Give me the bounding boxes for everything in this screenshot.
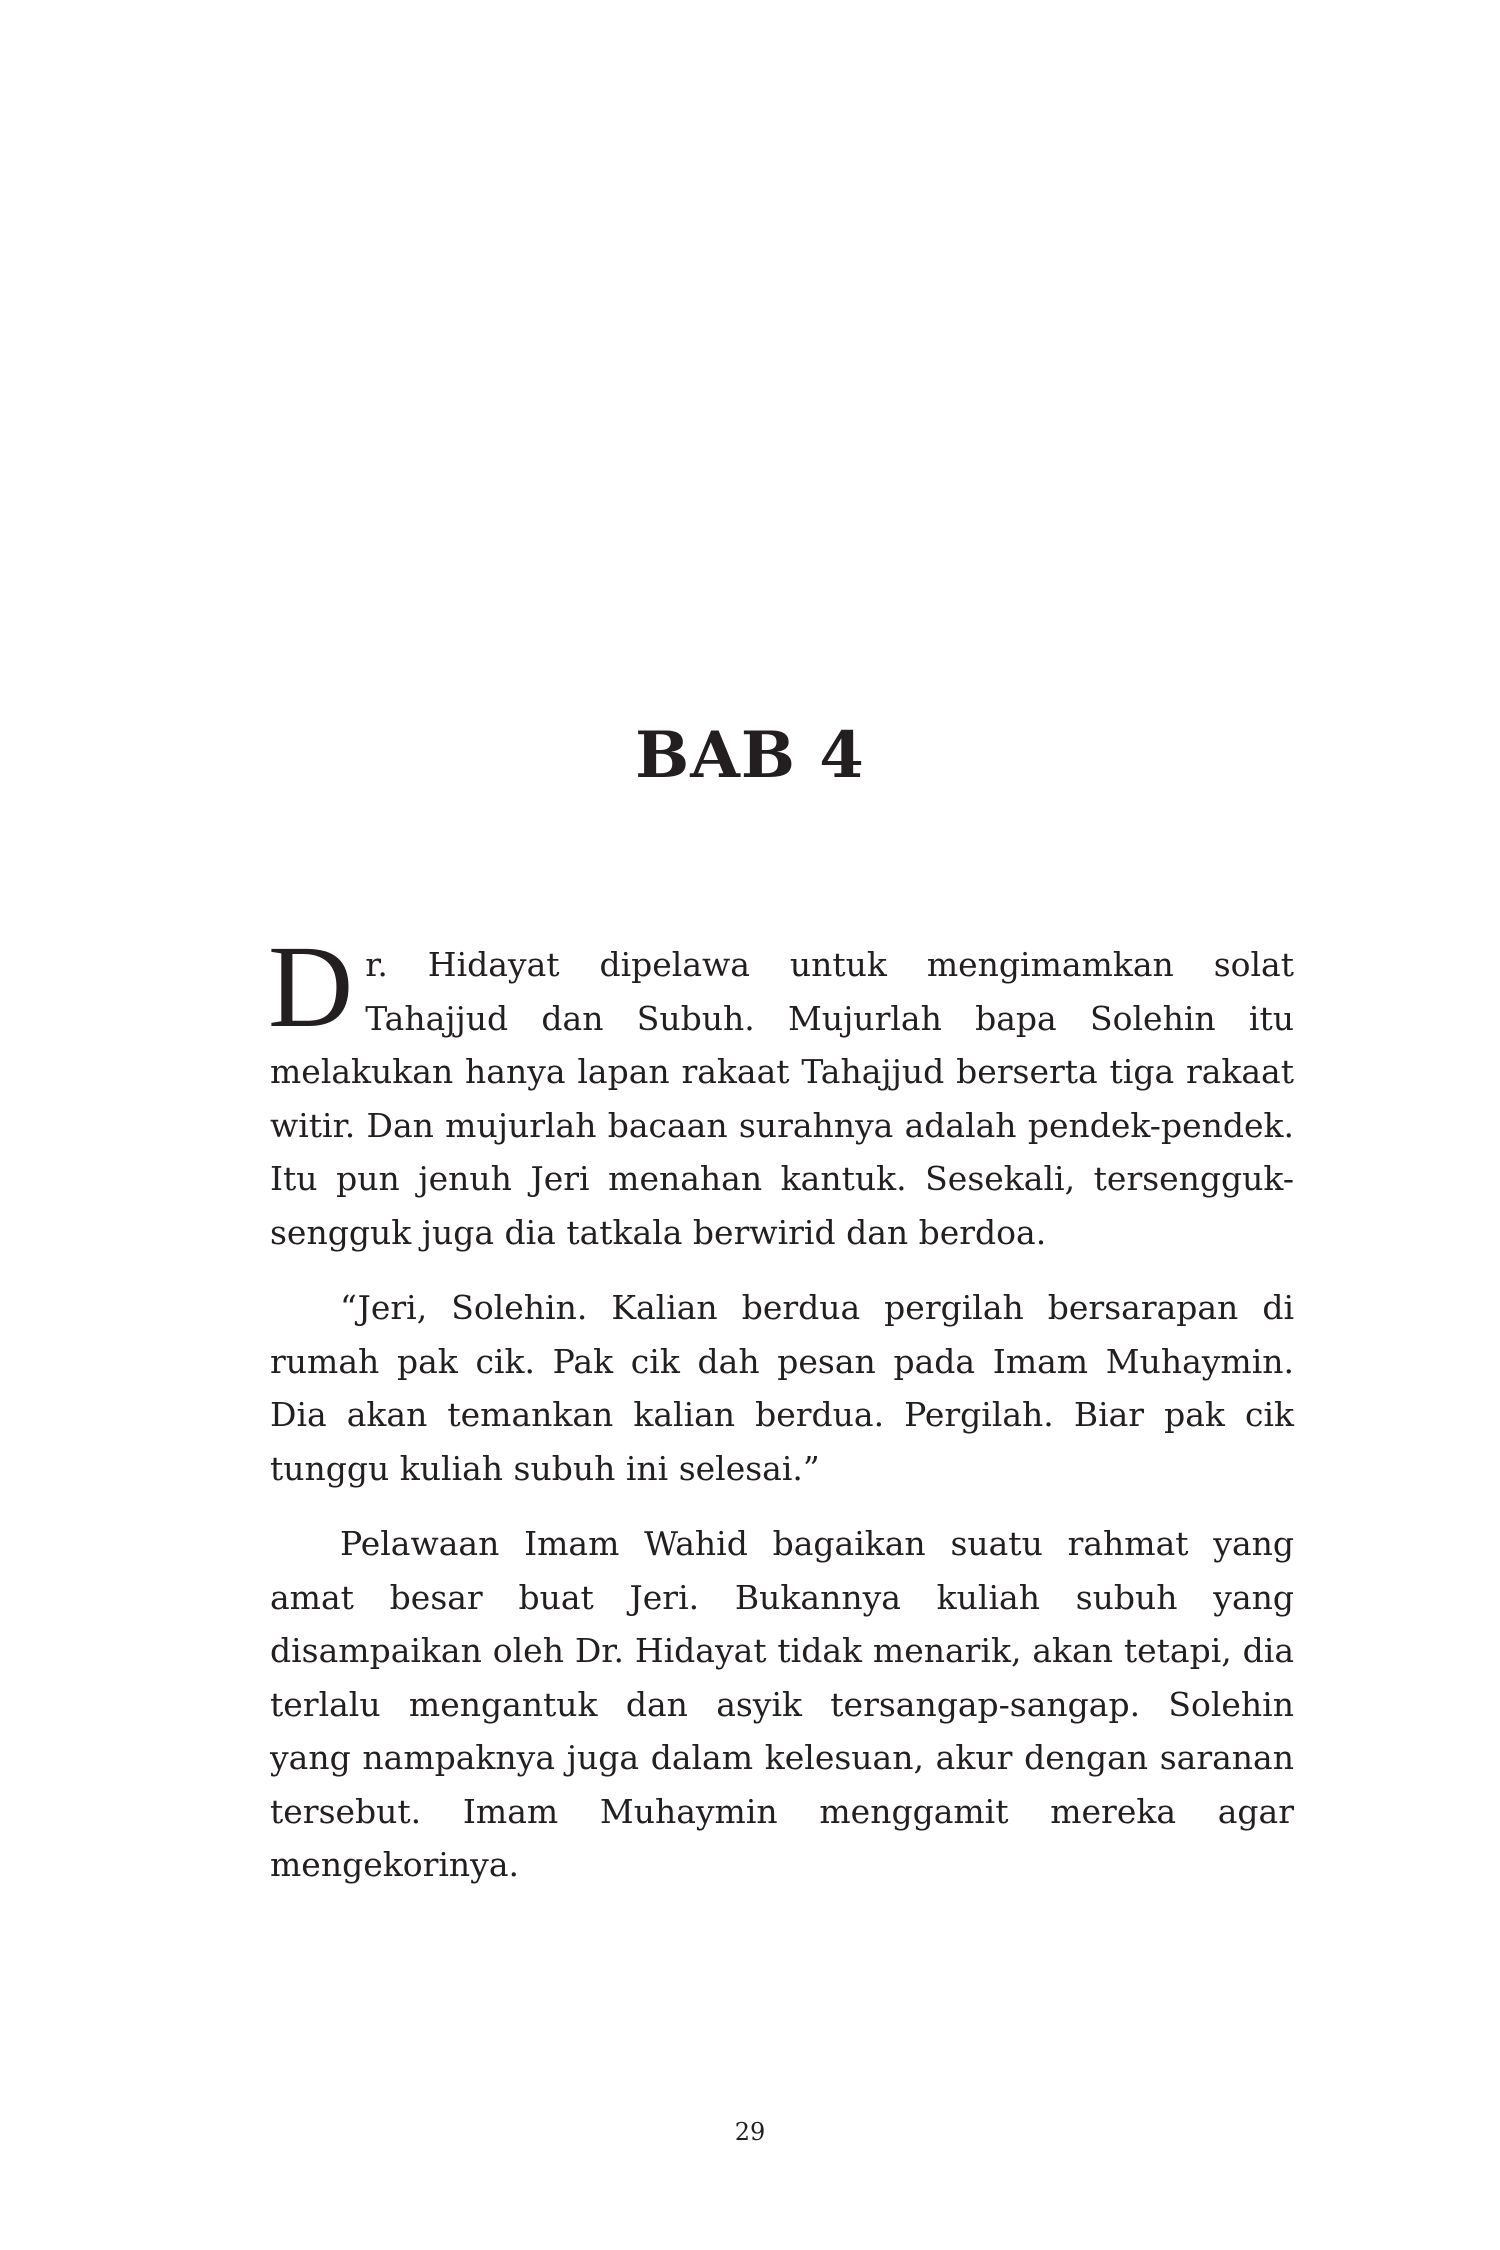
- drop-cap-letter: D: [268, 921, 354, 1052]
- paragraph-2: “Jeri, Solehin. Kalian berdua pergilah bersarapan di rumah pak cik. Pak cik dah pesan pada Imam Muhaymin. Dia akan temankan kalian berdua. Pergilah. Biar pak cik tunggu kuliah subuh ini selesai.”: [270, 1288, 1294, 1488]
- paragraph-1: [268, 921, 1294, 1259]
- page-number: 29: [734, 2118, 766, 2146]
- paragraph-3: Pelawaan Imam Wahid bagaikan suatu rahmat yang amat besar buat Jeri. Bukannya kuliah subuh yang disampaikan oleh Dr. Hidayat tidak menarik, akan tetapi, dia terlalu mengantuk dan asyik tersangap-sangap. Solehin yang nampaknya juga dalam kelesuan, akur dengan saranan tersebut. Imam Muhaymin menggamit mereka agar mengekorinya.: [270, 1524, 1294, 1884]
- chapter-body: [268, 921, 1294, 1914]
- paragraph-1-text: r. Hidayat dipelawa untuk mengimamkan solat Tahajjud dan Subuh. Mujurlah bapa Solehin itu melakukan hanya lapan rakaat Tahajjud berserta tiga rakaat witir. Dan mujurlah bacaan surahnya adalah pendek-pendek. Itu pun jenuh Jeri menahan kantuk. Sesekali, tersengguk-sengguk juga dia tatkala berwirid dan berdoa.: [270, 945, 1294, 1252]
- chapter-title: BAB 4: [635, 718, 865, 793]
